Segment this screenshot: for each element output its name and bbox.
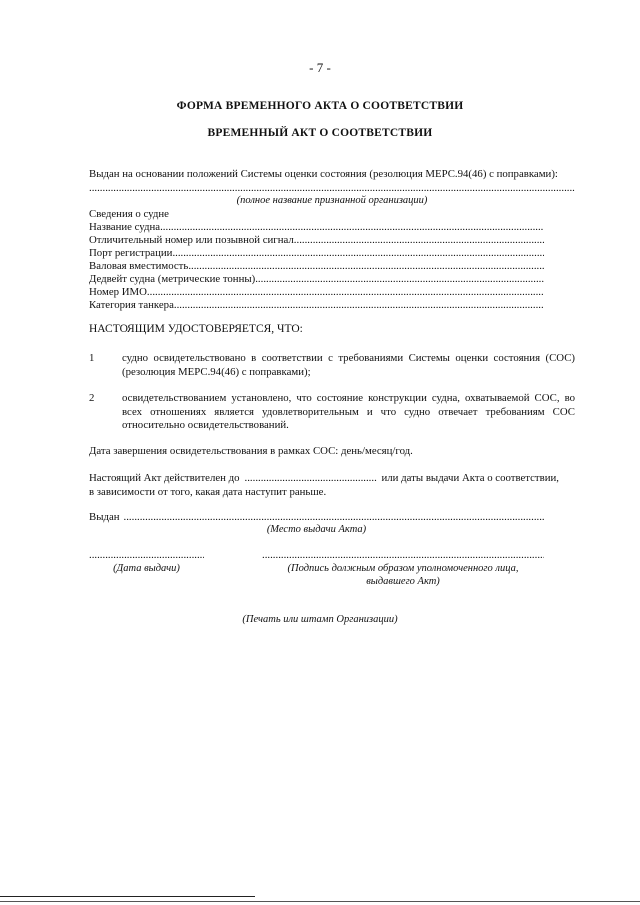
validity-prefix: Настоящий Акт действителен до	[89, 472, 240, 484]
ship-field-row	[89, 273, 544, 286]
seal-caption: (Печать или штамп Организации)	[242, 614, 398, 625]
scan-edge-line	[0, 901, 640, 902]
validity-row	[89, 472, 575, 485]
item-number: 1	[89, 352, 95, 364]
item-number: 2	[89, 392, 95, 404]
issued-basis-text: Выдан на основании положений Системы оценки состояния (резолюция МЕРС.94(46) с поправками):	[89, 168, 558, 180]
dotted-fill	[147, 286, 544, 299]
ship-field-row	[89, 299, 544, 312]
act-title: ВРЕМЕННЫЙ АКТ О СООТВЕТСТВИИ	[207, 127, 433, 139]
completion-date-text: Дата завершения освидетельствования в рамках СОС: день/месяц/год.	[89, 445, 413, 457]
ship-field-label: Номер ИМО	[89, 286, 147, 298]
validity-line	[89, 472, 575, 485]
issued-place-row	[89, 511, 544, 524]
validity-suffix: или даты выдачи Акта о соответствии,	[381, 472, 559, 484]
organization-dotted-line	[89, 182, 575, 195]
date-caption: (Дата выдачи)	[113, 563, 180, 574]
signature-caption-1: (Подпись должным образом уполномоченного лица,	[287, 563, 519, 574]
validity-line-2: в зависимости от того, какая дата наступит раньше.	[89, 486, 327, 498]
dotted-fill	[124, 511, 544, 524]
dotted-fill	[294, 234, 544, 247]
ship-field-label: Категория танкера	[89, 299, 174, 311]
ship-field-row	[89, 221, 544, 234]
item-text: судно освидетельствовано в соответствии с требованиями Системы оценки состояния (СОС) (резолюция МЕРС.94(46) с поправками);	[122, 352, 575, 378]
validity-date-dots	[245, 472, 377, 485]
form-title: ФОРМА ВРЕМЕННОГО АКТА О СООТВЕТСТВИИ	[176, 100, 464, 112]
dotted-fill	[160, 221, 544, 234]
page-number: - 7 -	[309, 60, 331, 75]
ship-field-row	[89, 234, 544, 247]
ship-info-heading: Сведения о судне	[89, 208, 169, 220]
dotted-fill	[188, 260, 544, 273]
ship-field-label: Отличительный номер или позывной сигнал	[89, 234, 294, 246]
item-text: освидетельствованием установлено, что состояние конструкции судна, охватываемой СОС, во всех отношениях является удовлетворительным и что судно отвечает требованиям СОС относительно освидетельствований.	[122, 392, 575, 431]
ship-field-label: Дедвейт судна (метрические тонны)	[89, 273, 256, 285]
issued-place-line	[89, 511, 544, 524]
organization-caption: (полное название признанной организации)	[236, 195, 428, 206]
date-dotted-line	[89, 549, 204, 562]
dotted-fill	[255, 273, 544, 286]
ship-field-row	[89, 260, 544, 273]
issued-label: Выдан	[89, 511, 120, 523]
signature-caption-2: выдавшего Акт)	[366, 576, 440, 587]
dotted-fill	[172, 247, 544, 260]
dotted-fill	[174, 299, 544, 312]
ship-field-list	[89, 221, 544, 312]
certify-heading: НАСТОЯЩИМ УДОСТОВЕРЯЕТСЯ, ЧТО:	[89, 323, 303, 335]
footer-rule	[0, 896, 255, 897]
ship-field-label: Порт регистрации	[89, 247, 173, 259]
signature-dotted-line	[262, 549, 544, 562]
ship-field-row	[89, 286, 544, 299]
ship-field-label: Название судна	[89, 221, 161, 233]
ship-field-label: Валовая вместимость	[89, 260, 189, 272]
place-caption: (Место выдачи Акта)	[266, 524, 367, 535]
ship-field-row	[89, 247, 544, 260]
